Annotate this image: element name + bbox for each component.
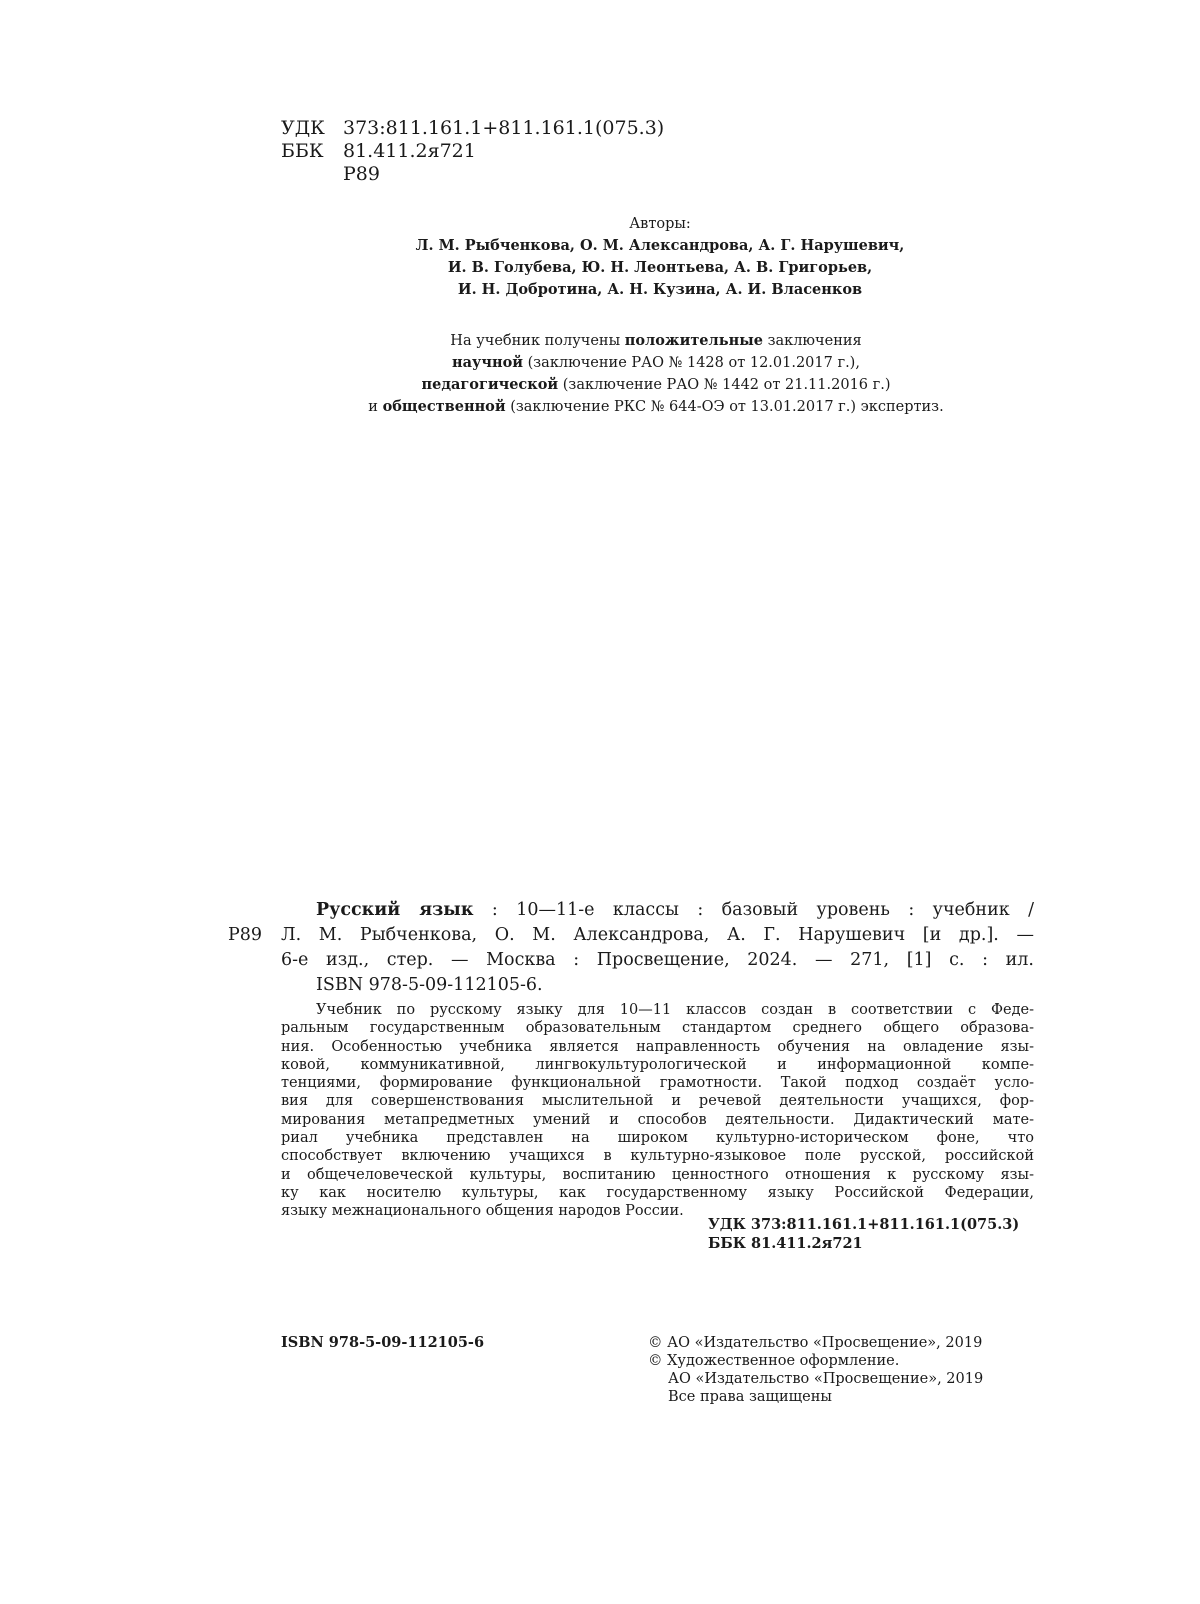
bbk-value: 81.411.2я721: [343, 140, 476, 162]
annotation-line: риал учебника представлен на широком культурно-историческом фоне, что: [281, 1130, 1034, 1147]
approvals-text: На учебник получены: [450, 333, 625, 349]
bib-isbn: ISBN 978-5-09-112105-6.: [316, 975, 543, 995]
approvals-line-2: [314, 352, 998, 374]
bbk-header: [281, 140, 476, 163]
authors-caption: Авторы:: [629, 216, 691, 232]
approvals-text: (заключение РАО № 1428 от 12.01.2017 г.),: [523, 355, 860, 371]
approvals-bold: педагогической: [421, 376, 559, 393]
annotation-line: тенциями, формирование функциональной грамотности. Такой подход создаёт усло-: [281, 1075, 1034, 1092]
copyright-line-1: © АО «Издательство «Просвещение», 2019: [648, 1335, 983, 1351]
annotation-line: ковой, коммуникативной, лингвокультурологической и информационной компе-: [281, 1056, 1034, 1073]
classification-bbk: ББК 81.411.2я721: [708, 1235, 863, 1252]
annotation-line: способствует включению учащихся в культурно-языковое поле русской, российской: [281, 1148, 1034, 1165]
approvals-line-1: [314, 330, 998, 352]
author-mark: Р89: [343, 163, 380, 185]
approvals-block: [314, 330, 998, 418]
approvals-text: и: [368, 399, 383, 415]
copyright-line-2: © Художественное оформление.: [648, 1353, 900, 1369]
annotation-line: мирования метапредметных умений и способов деятельности. Дидактический мате-: [281, 1111, 1034, 1128]
annotation-line: ку как носителю культуры, как государственному языку Российской Федерации,: [281, 1184, 1034, 1201]
annotation-line: вия для совершенствования мыслительной и речевой деятельности учащихся, фор-: [281, 1093, 1034, 1110]
authors-line-3: И. Н. Добротина, А. Н. Кузина, А. И. Власенков: [457, 281, 863, 298]
copyright-line-4: Все права защищены: [668, 1389, 832, 1405]
annotation: [281, 1001, 1034, 1221]
bib-mark: Р89: [228, 925, 263, 945]
annotation-line: Учебник по русскому языку для 10—11 классов создан в соответствии с Феде-: [316, 1002, 1034, 1018]
udk-header: [281, 117, 664, 140]
approvals-line-4: [314, 396, 998, 418]
book-title: Русский язык: [316, 900, 474, 920]
bib-title-rest: : 10—11-е классы : базовый уровень : учебник /: [473, 900, 1034, 920]
bib-title-line: [316, 898, 1034, 923]
footer-isbn: ISBN 978-5-09-112105-6: [281, 1334, 485, 1351]
approvals-text: заключения: [762, 333, 862, 349]
approvals-line-3: [314, 374, 998, 396]
authors-line-1: Л. М. Рыбченкова, О. М. Александрова, А. Г. Нарушевич,: [415, 237, 905, 254]
approvals-text: (заключение РКС № 644-ОЭ от 13.01.2017 г.) экспертиз.: [505, 399, 944, 415]
bib-line-3: 6-е изд., стер. — Москва : Просвещение, 2024. — 271, [1] с. : ил.: [281, 950, 1034, 970]
authors-block: [382, 213, 938, 301]
approvals-bold: общественной: [382, 398, 506, 415]
udk-label: УДК: [281, 117, 325, 139]
annotation-line: и общечеловеческой культуры, воспитанию ценностного отношения к русскому язы-: [281, 1166, 1034, 1183]
annotation-line: языку межнационального общения народов России.: [281, 1203, 684, 1220]
bib-line-2: Л. М. Рыбченкова, О. М. Александрова, А. Г. Нарушевич [и др.]. —: [281, 925, 1034, 945]
annotation-line: ния. Особенностью учебника является направленность обучения на овладение язы-: [281, 1038, 1034, 1055]
classification-udk: УДК 373:811.161.1+811.161.1(075.3): [708, 1216, 1020, 1233]
udk-value: 373:811.161.1+811.161.1(075.3): [343, 117, 665, 139]
authors-line-2: И. В. Голубева, Ю. Н. Леонтьева, А. В. Григорьев,: [447, 259, 873, 276]
copyright-line-3: АО «Издательство «Просвещение», 2019: [668, 1371, 984, 1387]
approvals-bold: положительные: [624, 332, 763, 349]
approvals-bold: научной: [452, 354, 523, 371]
annotation-line: ральным государственным образовательным стандартом среднего общего образова-: [281, 1020, 1034, 1037]
approvals-text: (заключение РАО № 1442 от 21.11.2016 г.): [558, 377, 891, 393]
bbk-label: ББК: [281, 140, 324, 162]
